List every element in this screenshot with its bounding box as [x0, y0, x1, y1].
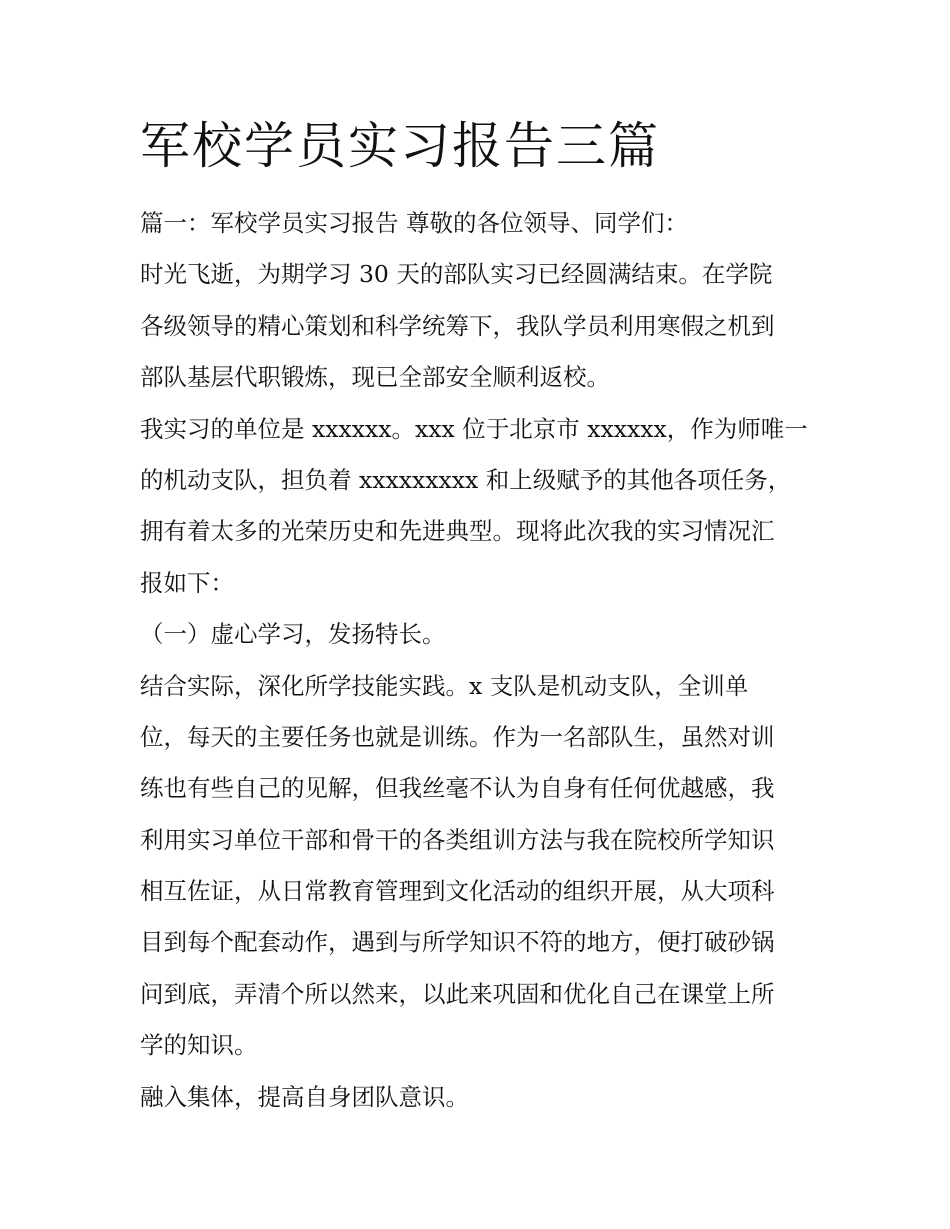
- text-line: 篇一：军校学员实习报告 尊敬的各位领导、同学们：: [140, 209, 688, 237]
- text-line: 目到每个配套动作，遇到与所学知识不符的地方，便打破砂锅: [140, 928, 775, 957]
- text-line: 拥有着太多的光荣历史和先进典型。现将此次我的实习情况汇: [140, 517, 775, 546]
- text-line: 学的知识。: [140, 1031, 258, 1060]
- text-line: 练也有些自己的见解，但我丝毫不认为自身有任何优越感，我: [140, 774, 775, 803]
- text-line: 部队基层代职锻炼，现已全部安全顺利返校。: [140, 363, 610, 392]
- text-line: 问到底，弄清个所以然来，以此来巩固和优化自己在课堂上所: [140, 979, 775, 1008]
- text-line: 报如下：: [140, 568, 234, 597]
- text-line: 各级领导的精心策划和科学统筹下，我队学员利用寒假之机到: [140, 311, 775, 340]
- text-line: 的机动支队，担负着 xxxxxxxxx 和上级赋予的其他各项任务，: [140, 465, 792, 494]
- section-heading: （一）虚心学习，发扬特长。: [140, 620, 446, 649]
- document-body: [140, 198, 820, 1123]
- document-title: 军校学员实习报告三篇: [140, 117, 660, 175]
- text-line: 融入集体，提高自身团队意识。: [140, 1082, 469, 1111]
- text-line: 利用实习单位干部和骨干的各类组训方法与我在院校所学知识: [140, 825, 775, 854]
- text-line: 相互佐证，从日常教育管理到文化活动的组织开展，从大项科: [140, 877, 775, 906]
- text-line: 位，每天的主要任务也就是训练。作为一名部队生，虽然对训: [140, 722, 775, 751]
- text-line: 时光飞逝，为期学习 30 天的部队实习已经圆满结束。在学院: [140, 260, 773, 289]
- text-line: 我实习的单位是 xxxxxx。xxx 位于北京市 xxxxxx，作为师唯一: [140, 414, 808, 443]
- text-line: 结合实际，深化所学技能实践。x 支队是机动支队，全训单: [140, 671, 749, 700]
